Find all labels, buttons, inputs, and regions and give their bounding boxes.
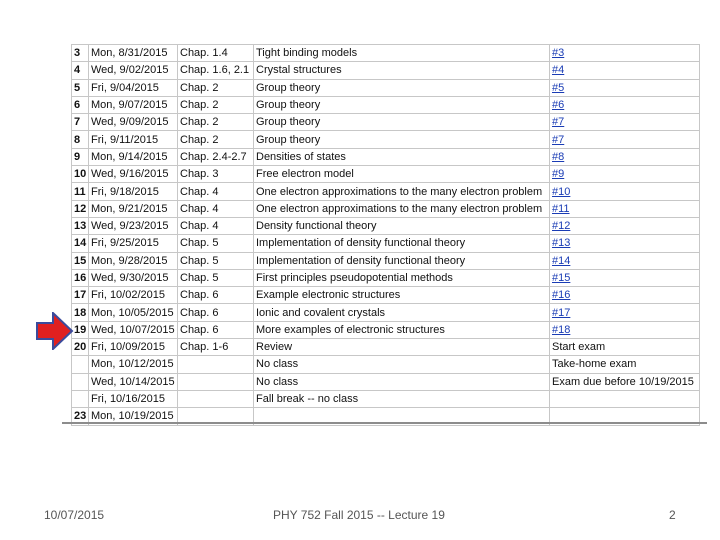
lecture-chapter: Chap. 4	[178, 217, 254, 234]
table-row	[72, 304, 700, 321]
lecture-number: 20	[72, 339, 89, 356]
lecture-topic: Density functional theory	[254, 217, 550, 234]
current-lecture-arrow-icon	[36, 312, 74, 350]
lecture-date: Fri, 9/25/2015	[89, 235, 178, 252]
homework-link[interactable]: #5	[550, 79, 700, 96]
lecture-number: 10	[72, 166, 89, 183]
lecture-chapter: Chap. 6	[178, 287, 254, 304]
lecture-date: Fri, 10/02/2015	[89, 287, 178, 304]
lecture-date: Mon, 8/31/2015	[89, 45, 178, 62]
homework-link[interactable]: #16	[550, 287, 700, 304]
table-row	[72, 45, 700, 62]
lecture-topic: First principles pseudopotential methods	[254, 269, 550, 286]
lecture-topic: More examples of electronic structures	[254, 321, 550, 338]
lecture-topic: Crystal structures	[254, 62, 550, 79]
lecture-date: Fri, 9/04/2015	[89, 79, 178, 96]
lecture-topic: Densities of states	[254, 148, 550, 165]
lecture-date: Wed, 9/16/2015	[89, 166, 178, 183]
footer-page-number: 2	[669, 508, 676, 522]
lecture-number: 19	[72, 321, 89, 338]
lecture-chapter: Chap. 2	[178, 131, 254, 148]
table-row	[72, 166, 700, 183]
homework-link[interactable]: #4	[550, 62, 700, 79]
lecture-date: Mon, 9/28/2015	[89, 252, 178, 269]
table-row	[72, 200, 700, 217]
table-row	[72, 287, 700, 304]
lecture-topic: Example electronic structures	[254, 287, 550, 304]
homework-link[interactable]: #12	[550, 217, 700, 234]
lecture-topic: Tight binding models	[254, 45, 550, 62]
table-row	[72, 252, 700, 269]
lecture-chapter: Chap. 2.4-2.7	[178, 148, 254, 165]
lecture-number: 11	[72, 183, 89, 200]
lecture-date: Mon, 10/05/2015	[89, 304, 178, 321]
lecture-number: 23	[72, 408, 89, 425]
lecture-topic: One electron approximations to the many electron problem	[254, 183, 550, 200]
lecture-date: Mon, 9/07/2015	[89, 96, 178, 113]
lecture-date: Mon, 9/14/2015	[89, 148, 178, 165]
table-row	[72, 96, 700, 113]
homework-note	[550, 390, 700, 407]
lecture-number: 17	[72, 287, 89, 304]
schedule-body	[72, 45, 700, 426]
lecture-chapter: Chap. 1.4	[178, 45, 254, 62]
lecture-date: Wed, 10/14/2015	[89, 373, 178, 390]
lecture-date: Fri, 10/09/2015	[89, 339, 178, 356]
lecture-topic: Group theory	[254, 96, 550, 113]
table-row	[72, 62, 700, 79]
lecture-number: 6	[72, 96, 89, 113]
lecture-number: 8	[72, 131, 89, 148]
lecture-date: Wed, 10/07/2015	[89, 321, 178, 338]
lecture-topic: Review	[254, 339, 550, 356]
homework-link[interactable]: #7	[550, 114, 700, 131]
lecture-date: Wed, 9/09/2015	[89, 114, 178, 131]
table-row	[72, 114, 700, 131]
lecture-topic: No class	[254, 373, 550, 390]
lecture-chapter: Chap. 4	[178, 183, 254, 200]
lecture-chapter	[178, 373, 254, 390]
lecture-date: Mon, 9/21/2015	[89, 200, 178, 217]
lecture-date: Wed, 9/23/2015	[89, 217, 178, 234]
table-row	[72, 390, 700, 407]
lecture-date: Mon, 10/19/2015	[89, 408, 178, 425]
lecture-number: 5	[72, 79, 89, 96]
homework-link[interactable]: #6	[550, 96, 700, 113]
homework-link[interactable]: #18	[550, 321, 700, 338]
homework-link[interactable]: #3	[550, 45, 700, 62]
lecture-chapter: Chap. 2	[178, 79, 254, 96]
lecture-topic: Ionic and covalent crystals	[254, 304, 550, 321]
lecture-topic: Group theory	[254, 131, 550, 148]
lecture-chapter: Chap. 4	[178, 200, 254, 217]
lecture-date: Wed, 9/30/2015	[89, 269, 178, 286]
lecture-number: 9	[72, 148, 89, 165]
lecture-chapter: Chap. 1-6	[178, 339, 254, 356]
homework-link[interactable]: #8	[550, 148, 700, 165]
lecture-number: 14	[72, 235, 89, 252]
lecture-topic: Implementation of density functional theory	[254, 252, 550, 269]
lecture-chapter: Chap. 3	[178, 166, 254, 183]
lecture-topic: Fall break -- no class	[254, 390, 550, 407]
lecture-number	[72, 390, 89, 407]
lecture-number: 4	[72, 62, 89, 79]
lecture-number: 3	[72, 45, 89, 62]
homework-note: Start exam	[550, 339, 700, 356]
lecture-chapter: Chap. 6	[178, 304, 254, 321]
homework-link[interactable]: #17	[550, 304, 700, 321]
lecture-number	[72, 373, 89, 390]
table-row	[72, 131, 700, 148]
table-row	[72, 235, 700, 252]
lecture-chapter: Chap. 2	[178, 96, 254, 113]
lecture-chapter: Chap. 5	[178, 252, 254, 269]
lecture-topic: Group theory	[254, 79, 550, 96]
homework-link[interactable]: #15	[550, 269, 700, 286]
table-row	[72, 356, 700, 373]
lecture-chapter: Chap. 1.6, 2.1	[178, 62, 254, 79]
lecture-number	[72, 356, 89, 373]
lecture-date: Fri, 9/18/2015	[89, 183, 178, 200]
table-row	[72, 79, 700, 96]
lecture-chapter: Chap. 5	[178, 235, 254, 252]
homework-link[interactable]: #13	[550, 235, 700, 252]
lecture-date: Mon, 10/12/2015	[89, 356, 178, 373]
lecture-number: 18	[72, 304, 89, 321]
table-row	[72, 373, 700, 390]
homework-note: Exam due before 10/19/2015	[550, 373, 700, 390]
lecture-number: 15	[72, 252, 89, 269]
lecture-schedule-table	[71, 44, 700, 426]
lecture-number: 16	[72, 269, 89, 286]
lecture-topic: Implementation of density functional theory	[254, 235, 550, 252]
homework-link[interactable]: #11	[550, 200, 700, 217]
lecture-topic: No class	[254, 356, 550, 373]
lecture-chapter	[178, 390, 254, 407]
lecture-chapter: Chap. 2	[178, 114, 254, 131]
homework-link[interactable]: #14	[550, 252, 700, 269]
homework-note: Take-home exam	[550, 356, 700, 373]
table-row	[72, 321, 700, 338]
lecture-chapter	[178, 356, 254, 373]
footer-date: 10/07/2015	[44, 508, 105, 522]
lecture-number: 7	[72, 114, 89, 131]
lecture-chapter: Chap. 5	[178, 269, 254, 286]
lecture-number: 12	[72, 200, 89, 217]
table-row	[72, 339, 700, 356]
lecture-date: Fri, 9/11/2015	[89, 131, 178, 148]
lecture-date: Fri, 10/16/2015	[89, 390, 178, 407]
lecture-number: 13	[72, 217, 89, 234]
lecture-chapter: Chap. 6	[178, 321, 254, 338]
table-bottom-rule	[62, 422, 707, 424]
footer-course-title: PHY 752 Fall 2015 -- Lecture 19	[273, 508, 445, 522]
lecture-date: Wed, 9/02/2015	[89, 62, 178, 79]
lecture-topic: Group theory	[254, 114, 550, 131]
table-row	[72, 183, 700, 200]
lecture-topic: Free electron model	[254, 166, 550, 183]
homework-link[interactable]: #9	[550, 166, 700, 183]
homework-link[interactable]: #7	[550, 131, 700, 148]
table-row	[72, 217, 700, 234]
lecture-topic: One electron approximations to the many electron problem	[254, 200, 550, 217]
table-row	[72, 269, 700, 286]
homework-link[interactable]: #10	[550, 183, 700, 200]
table-row	[72, 148, 700, 165]
